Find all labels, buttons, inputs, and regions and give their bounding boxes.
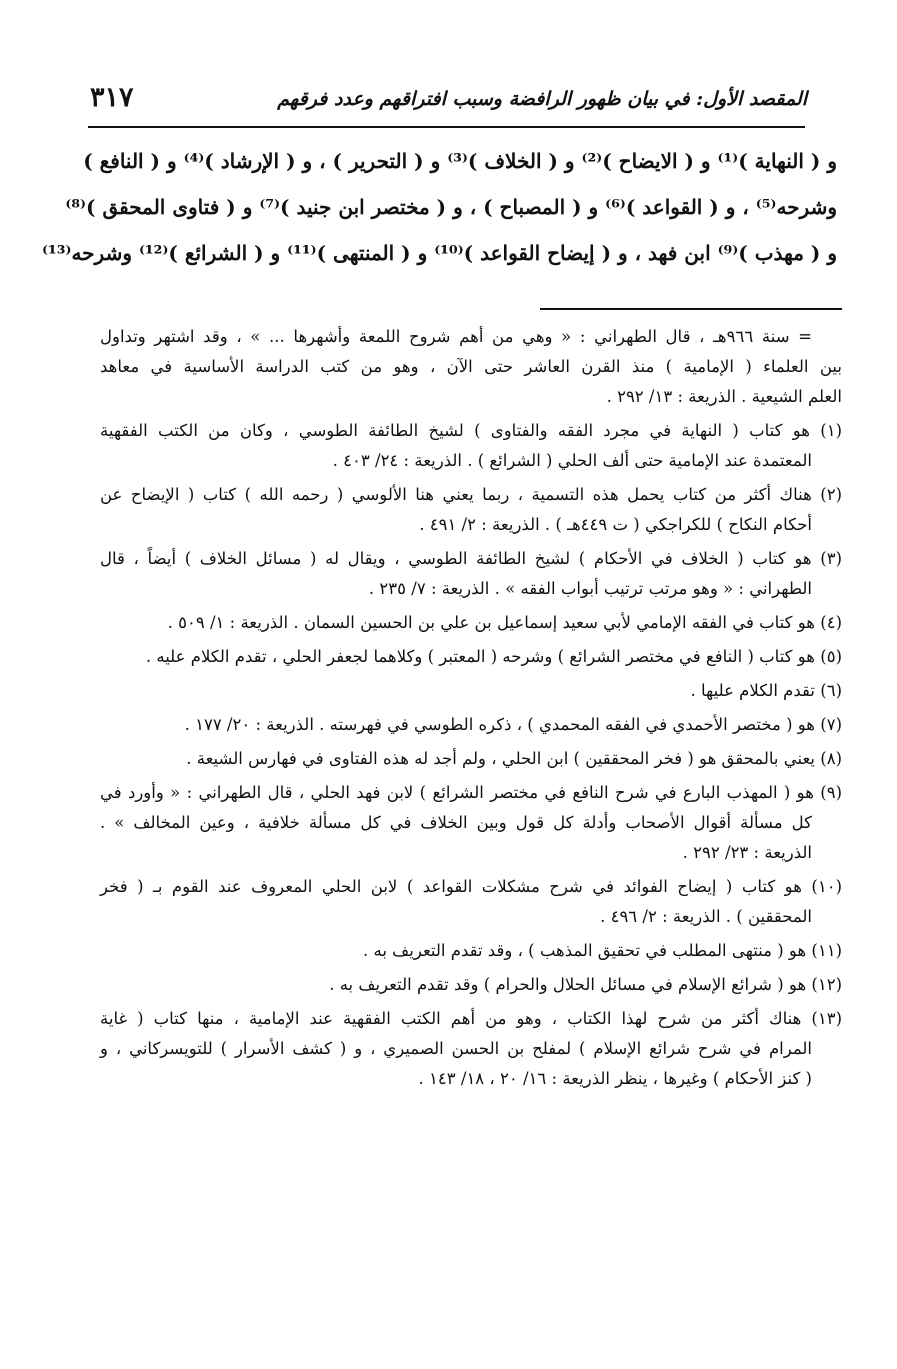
- main-text-line: و ( النهاية )⁽¹⁾ و ( الايضاح )⁽²⁾ و ( الخلاف )⁽³⁾ و ( التحرير ) ، و ( الإرشاد )⁽⁴⁾ و ( النافع ): [83, 149, 837, 173]
- running-title: المقصد الأول: في بيان ظهور الرافضة وسبب افتراقهم وعدد فرقهم: [277, 88, 807, 110]
- footnote-line: (٩) هو ( المهذب البارع في شرح النافع في مختصر الشرائع ) لابن فهد الحلي ، قال الطهراني : « وأورد في: [100, 783, 842, 802]
- footnote-separator: [540, 308, 842, 310]
- footnote-line: (٦) تقدم الكلام عليها .: [690, 681, 842, 700]
- page-number: ٣١٧: [90, 82, 134, 113]
- footnote-line: (١٢) هو ( شرائع الإسلام في مسائل الحلال والحرام ) وقد تقدم التعريف به .: [329, 975, 842, 994]
- footnote-line: الطهراني : « وهو مرتب ترتيب أبواب الفقه » . الذريعة : ٧/ ٢٣٥ .: [368, 579, 812, 598]
- footnote-line: (٥) هو كتاب ( النافع في مختصر الشرائع ) وشرحه ( المعتبر ) وكلاهما لجعفر الحلي ، تقدم الكلام عليه .: [145, 647, 842, 666]
- footnote-3: [100, 544, 842, 604]
- footnote-line: الذريعة : ٢٣/ ٢٩٢ .: [682, 843, 812, 862]
- footnote-5: [100, 642, 842, 672]
- running-header: [90, 82, 807, 122]
- footnote-continuation: [100, 322, 842, 412]
- footnote-line: المعتمدة عند الإمامية حتى ألف الحلي ( الشرائع ) . الذريعة : ٢٤/ ٤٠٣ .: [332, 451, 812, 470]
- footnotes: [100, 322, 842, 1098]
- main-text: [42, 138, 837, 276]
- footnote-line: (١١) هو ( منتهى المطلب في تحقيق المذهب ) ، وقد تقدم التعريف به .: [363, 941, 842, 960]
- main-text-line: و ( مهذب )⁽⁹⁾ ابن فهد ، و ( إيضاح القواعد )⁽¹⁰⁾ و ( المنتهى )⁽¹¹⁾ و ( الشرائع )⁽¹²⁾ وشرحه⁽¹³⁾: [42, 241, 837, 265]
- footnote-line: (٤) هو كتاب في الفقه الإمامي لأبي سعيد إسماعيل بن علي بن الحسين السمان . الذريعة : ١/ ٥٠٩ .: [167, 613, 842, 632]
- footnote-line: أحكام النكاح ) للكراجكي ( ت ٤٤٩هـ ) . الذريعة : ٢/ ٤٩١ .: [419, 515, 812, 534]
- footnote-line: بين العلماء ( الإمامية ) منذ القرن العاشر حتى الآن ، وهو من كتب الدراسة الأساسية في معاهد: [100, 357, 842, 376]
- footnote-10: [100, 872, 842, 932]
- footnote-line: (١) هو كتاب ( النهاية في مجرد الفقه والفتاوى ) لشيخ الطائفة الطوسي ، وكان من الكتب الفقهية: [100, 421, 842, 440]
- footnote-line: (٢) هناك أكثر من كتاب يحمل هذه التسمية ، ربما يعني هنا الألوسي ( رحمه الله ) كتاب ( الإيضاح عن: [100, 485, 842, 504]
- footnote-12: [100, 970, 842, 1000]
- footnote-1: [100, 416, 842, 476]
- footnote-line: = سنة ٩٦٦هـ ، قال الطهراني : « وهي من أهم شروح اللمعة وأشهرها ... » ، وقد اشتهر وتداول: [100, 327, 812, 346]
- footnote-line: المرام في شرح شرائع الإسلام ) لمفلح بن الحسن الصميري ، و ( كشف الأسرار ) للتويسركاني ، و: [100, 1039, 812, 1058]
- footnote-11: [100, 936, 842, 966]
- footnote-7: [100, 710, 842, 740]
- footnote-13: [100, 1004, 842, 1094]
- footnote-9: [100, 778, 842, 868]
- footnote-line: العلم الشيعية . الذريعة : ١٣/ ٢٩٢ .: [606, 387, 842, 406]
- header-rule: [88, 126, 805, 128]
- footnote-6: [100, 676, 842, 706]
- footnote-line: (١٠) هو كتاب ( إيضاح الفوائد في شرح مشكلات القواعد ) لابن الحلي المعروف عند القوم بـ ( فخر: [100, 877, 842, 896]
- footnote-line: (٣) هو كتاب ( الخلاف في الأحكام ) لشيخ الطائفة الطوسي ، ويقال له ( مسائل الخلاف ) أيضاً ، قال: [100, 549, 842, 568]
- footnote-2: [100, 480, 842, 540]
- footnote-line: ( كنز الأحكام ) وغيرها ، ينظر الذريعة : ١٦/ ٢٠ ، ١٨/ ١٤٣ .: [418, 1069, 812, 1088]
- footnote-line: المحققين ) . الذريعة : ٢/ ٤٩٦ .: [600, 907, 812, 926]
- footnote-line: (٨) يعني بالمحقق هو ( فخر المحققين ) ابن الحلي ، ولم أجد له هذه الفتاوى في فهارس الشيعة .: [186, 749, 842, 768]
- footnote-line: (١٣) هناك أكثر من شرح لهذا الكتاب ، وهو من أهم الكتب الفقهية عند الإمامية ، منها كتاب ( غاية: [100, 1009, 842, 1028]
- footnote-8: [100, 744, 842, 774]
- main-text-line: وشرحه⁽⁵⁾ ، و ( القواعد )⁽⁶⁾ و ( المصباح ) ، و ( مختصر ابن جنيد )⁽⁷⁾ و ( فتاوى المحقق )⁽⁸⁾: [65, 195, 837, 219]
- footnote-line: كل مسألة أقوال الأصحاب وأدلة كل قول وبين الخلاف في كل مسألة خلافية ، وعين المخالف » .: [100, 813, 812, 832]
- footnote-4: [100, 608, 842, 638]
- footnote-line: (٧) هو ( مختصر الأحمدي في الفقه المحمدي ) ، ذكره الطوسي في فهرسته . الذريعة : ٢٠/ ١٧٧ .: [184, 715, 842, 734]
